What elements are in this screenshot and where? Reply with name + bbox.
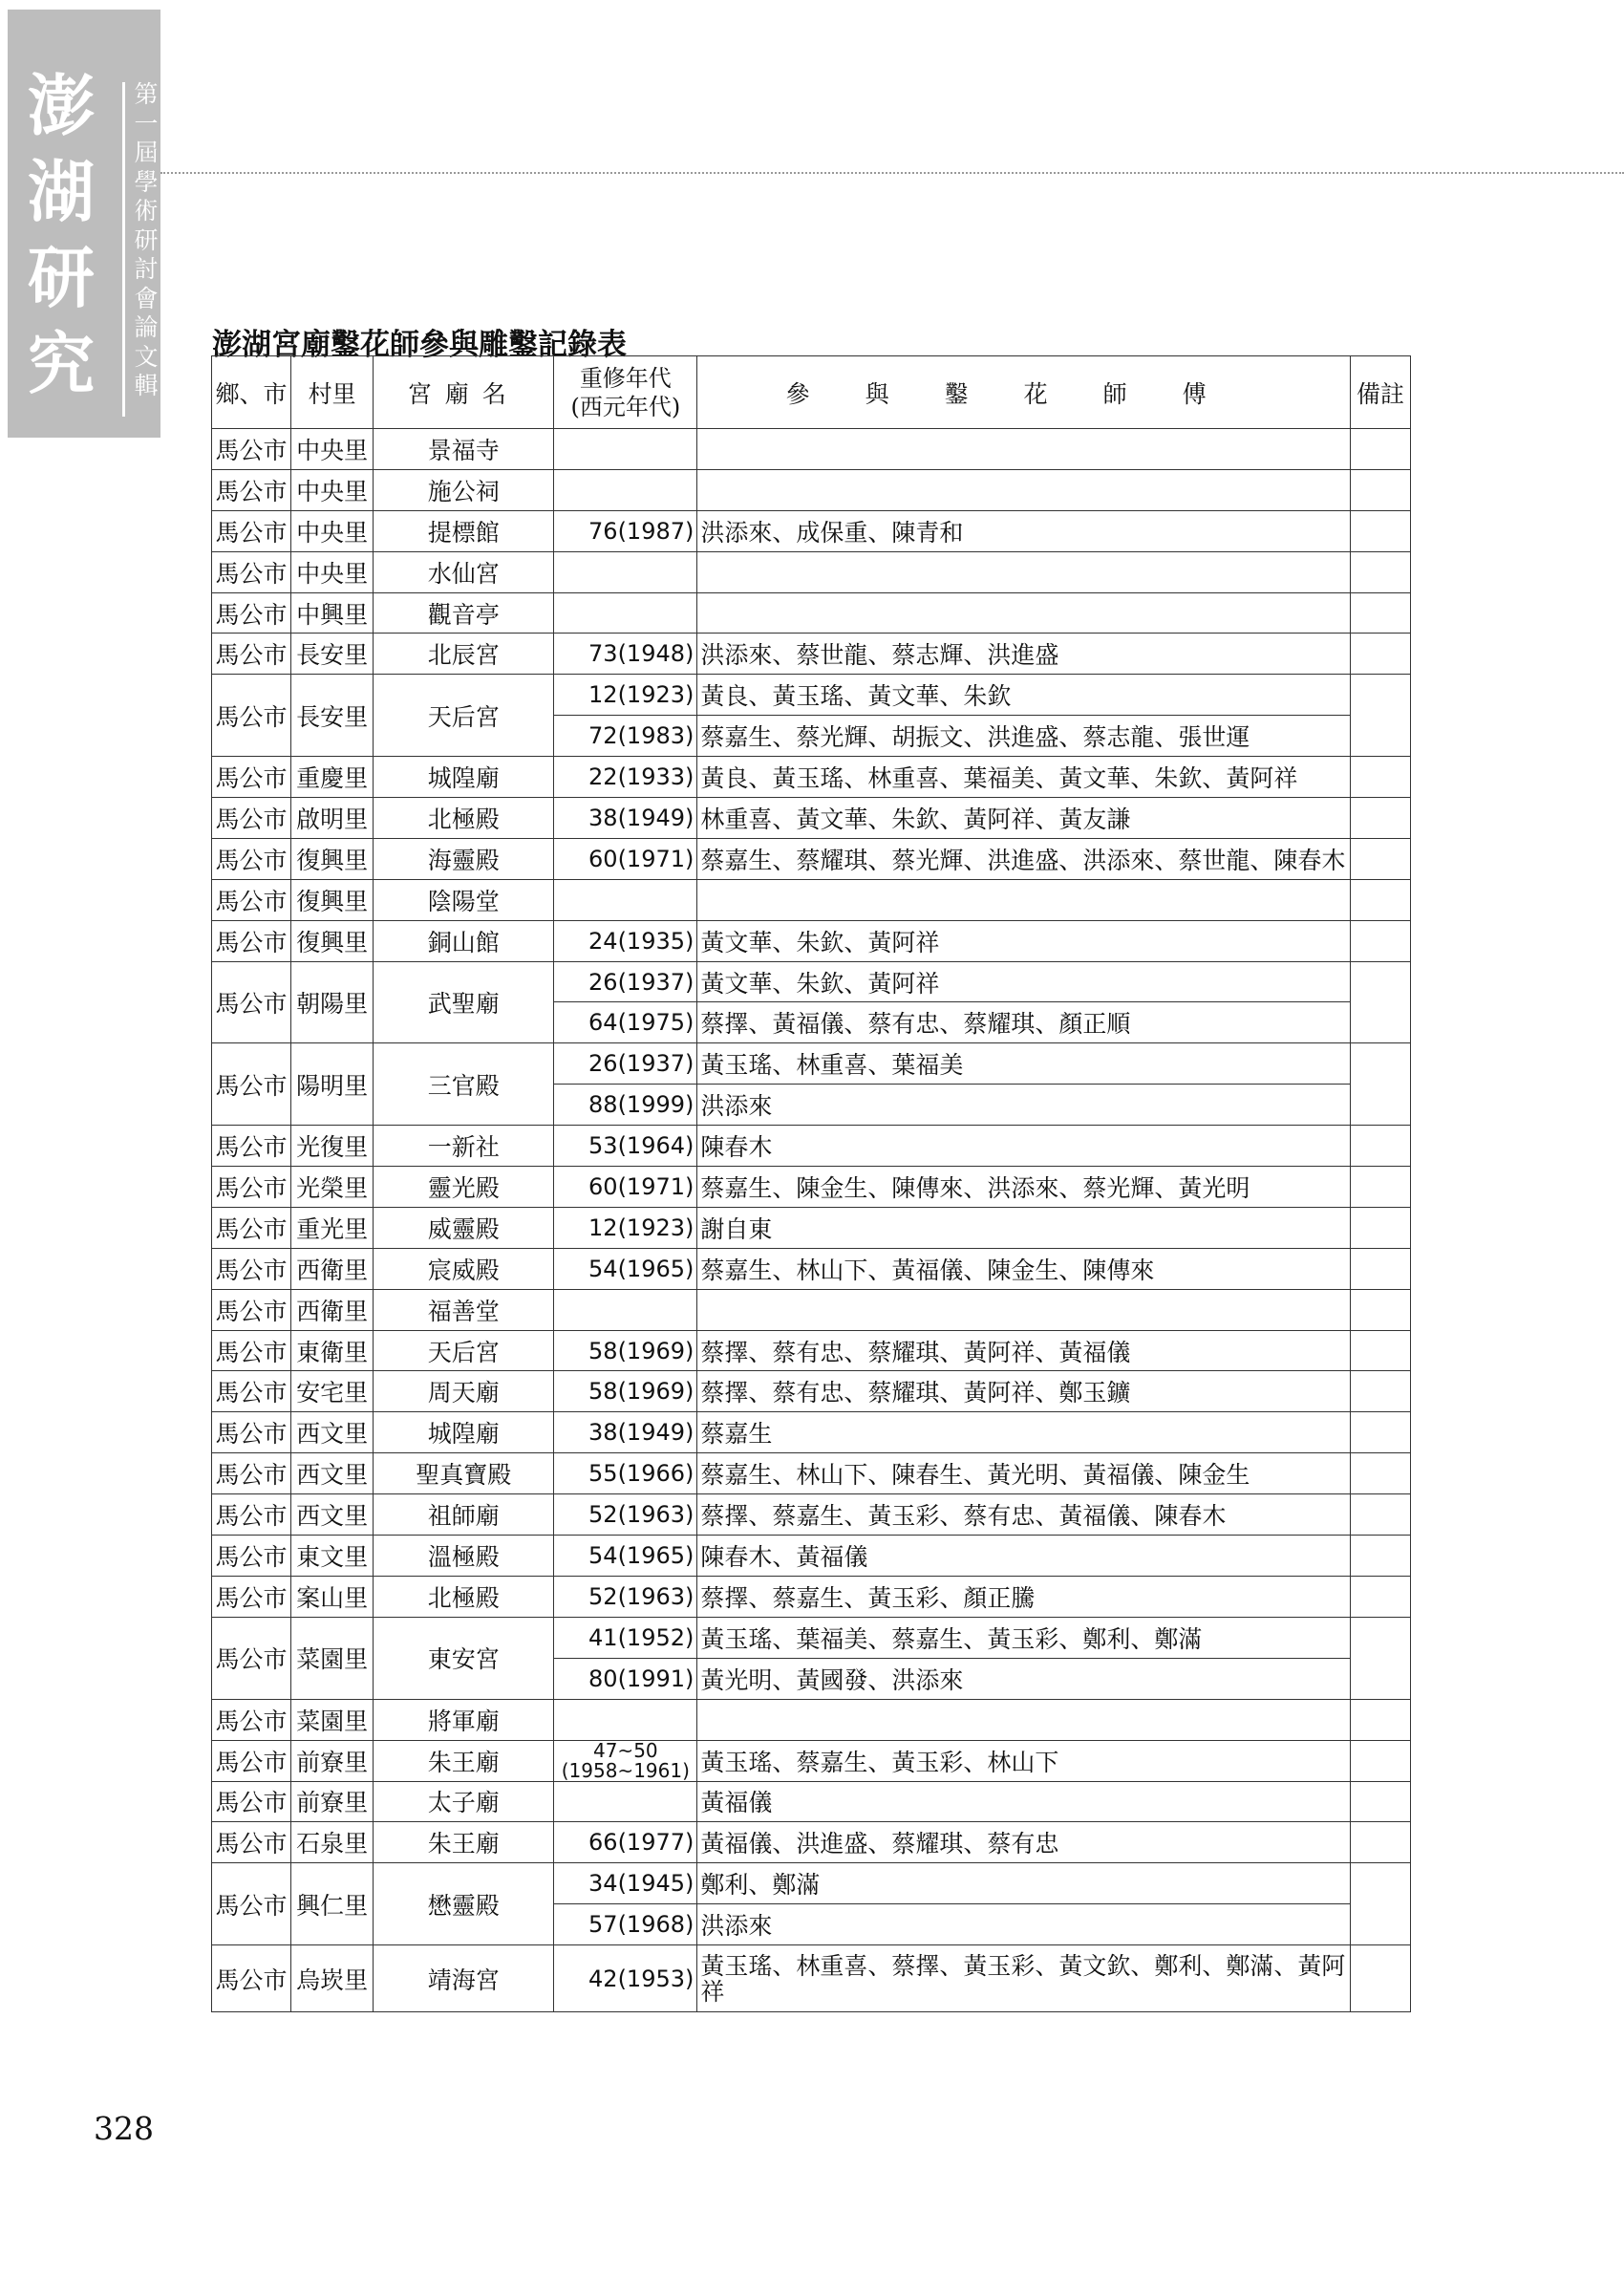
year-cell: 24(1935) <box>554 920 697 961</box>
temple-cell: 觀音亭 <box>374 592 554 634</box>
table-row <box>212 1207 1411 1248</box>
temple-cell: 太子廟 <box>374 1781 554 1822</box>
notes-cell <box>1350 1781 1410 1822</box>
year-cell: 64(1975) <box>554 1002 697 1043</box>
notes-cell <box>1350 1453 1410 1494</box>
village-cell: 光復里 <box>291 1126 374 1167</box>
township-cell: 馬公市 <box>212 920 291 961</box>
year-cell: 41(1952) <box>554 1617 697 1658</box>
header-year: 重修年代 (西元年代) <box>554 356 697 429</box>
temple-cell: 靈光殿 <box>374 1167 554 1208</box>
artisans-cell: 黃光明、黃國發、洪添來 <box>697 1658 1351 1699</box>
temple-cell: 提標館 <box>374 510 554 551</box>
year-cell: 72(1983) <box>554 716 697 757</box>
notes-cell <box>1350 1289 1410 1330</box>
artisans-cell: 蔡嘉生、陳金生、陳傳來、洪添來、蔡光輝、黃光明 <box>697 1167 1351 1208</box>
year-cell <box>554 469 697 510</box>
notes-cell <box>1350 1167 1410 1208</box>
artisans-cell: 黃文華、朱欽、黃阿祥 <box>697 920 1351 961</box>
township-cell: 馬公市 <box>212 879 291 920</box>
notes-cell <box>1350 1494 1410 1536</box>
artisans-cell: 林重喜、黃文華、朱欽、黃阿祥、黃友謙 <box>697 798 1351 839</box>
temple-cell: 北極殿 <box>374 1576 554 1617</box>
temple-cell: 北辰宮 <box>374 634 554 675</box>
table-row <box>212 961 1411 1002</box>
table-row <box>212 429 1411 470</box>
artisans-cell <box>697 1289 1351 1330</box>
table-row <box>212 1453 1411 1494</box>
township-cell: 馬公市 <box>212 1781 291 1822</box>
temple-cell: 三官殿 <box>374 1043 554 1126</box>
table-row <box>212 1167 1411 1208</box>
artisans-cell: 黃玉瑤、蔡嘉生、黃玉彩、林山下 <box>697 1740 1351 1781</box>
temple-cell: 靖海宮 <box>374 1945 554 2012</box>
table-row <box>212 1371 1411 1412</box>
notes-cell <box>1350 1126 1410 1167</box>
artisans-cell <box>697 429 1351 470</box>
header-temple: 宮廟名 <box>374 356 554 429</box>
village-cell: 復興里 <box>291 920 374 961</box>
notes-cell <box>1350 757 1410 798</box>
table-row <box>212 592 1411 634</box>
table-row <box>212 1289 1411 1330</box>
township-cell: 馬公市 <box>212 757 291 798</box>
year-cell: 12(1923) <box>554 675 697 716</box>
village-cell: 中央里 <box>291 469 374 510</box>
artisans-cell: 蔡擇、黃福儀、蔡有忠、蔡耀琪、顏正順 <box>697 1002 1351 1043</box>
year-cell: 54(1965) <box>554 1248 697 1289</box>
temple-cell: 懋靈殿 <box>374 1863 554 1945</box>
village-cell: 中央里 <box>291 551 374 592</box>
village-cell: 光榮里 <box>291 1167 374 1208</box>
notes-cell <box>1350 469 1410 510</box>
township-cell: 馬公市 <box>212 1699 291 1740</box>
village-cell: 重光里 <box>291 1207 374 1248</box>
year-cell: 34(1945) <box>554 1863 697 1904</box>
township-cell: 馬公市 <box>212 429 291 470</box>
year-cell: 54(1965) <box>554 1536 697 1577</box>
side-divider <box>122 82 125 417</box>
township-cell: 馬公市 <box>212 592 291 634</box>
artisans-cell: 蔡嘉生 <box>697 1412 1351 1453</box>
year-cell <box>554 429 697 470</box>
village-cell: 中興里 <box>291 592 374 634</box>
header-village: 村里 <box>291 356 374 429</box>
notes-cell <box>1350 1576 1410 1617</box>
notes-cell <box>1350 1617 1410 1699</box>
table-row <box>212 1617 1411 1658</box>
notes-cell <box>1350 429 1410 470</box>
notes-cell <box>1350 1412 1410 1453</box>
temple-cell: 威靈殿 <box>374 1207 554 1248</box>
artisans-cell: 蔡嘉生、蔡光輝、胡振文、洪進盛、蔡志龍、張世運 <box>697 716 1351 757</box>
table-row <box>212 1043 1411 1085</box>
notes-cell <box>1350 1330 1410 1371</box>
artisans-cell <box>697 1699 1351 1740</box>
village-cell: 案山里 <box>291 1576 374 1617</box>
page-number: 328 <box>94 2110 154 2147</box>
temple-cell: 東安宮 <box>374 1617 554 1699</box>
township-cell: 馬公市 <box>212 1863 291 1945</box>
artisans-cell: 洪添來、成保重、陳青和 <box>697 510 1351 551</box>
year-cell: 22(1933) <box>554 757 697 798</box>
temple-cell: 天后宮 <box>374 675 554 757</box>
township-cell: 馬公市 <box>212 1576 291 1617</box>
temple-cell: 景福寺 <box>374 429 554 470</box>
artisans-cell: 黃玉瑤、林重喜、葉福美 <box>697 1043 1351 1085</box>
temple-cell: 北極殿 <box>374 798 554 839</box>
year-cell <box>554 551 697 592</box>
notes-cell <box>1350 1945 1410 2012</box>
table-row <box>212 551 1411 592</box>
notes-cell <box>1350 634 1410 675</box>
temple-cell: 武聖廟 <box>374 961 554 1043</box>
township-cell: 馬公市 <box>212 675 291 757</box>
table-row <box>212 1945 1411 2012</box>
temple-cell: 周天廟 <box>374 1371 554 1412</box>
year-cell: 26(1937) <box>554 1043 697 1085</box>
village-cell: 西衛里 <box>291 1248 374 1289</box>
year-cell <box>554 592 697 634</box>
year-cell: 42(1953) <box>554 1945 697 2012</box>
temple-cell: 溫極殿 <box>374 1536 554 1577</box>
artisans-cell: 黃福儀、洪進盛、蔡耀琪、蔡有忠 <box>697 1822 1351 1863</box>
notes-cell <box>1350 1536 1410 1577</box>
township-cell: 馬公市 <box>212 1167 291 1208</box>
village-cell: 前寮里 <box>291 1740 374 1781</box>
table-row <box>212 1781 1411 1822</box>
township-cell: 馬公市 <box>212 634 291 675</box>
notes-cell <box>1350 1043 1410 1126</box>
township-cell: 馬公市 <box>212 1740 291 1781</box>
township-cell: 馬公市 <box>212 1822 291 1863</box>
year-cell: 47~50 (1958~1961) <box>554 1740 697 1781</box>
year-cell: 52(1963) <box>554 1494 697 1536</box>
notes-cell <box>1350 592 1410 634</box>
year-cell: 55(1966) <box>554 1453 697 1494</box>
table-row <box>212 1699 1411 1740</box>
year-cell: 12(1923) <box>554 1207 697 1248</box>
temple-cell: 福善堂 <box>374 1289 554 1330</box>
township-cell: 馬公市 <box>212 1289 291 1330</box>
township-cell: 馬公市 <box>212 1494 291 1536</box>
township-cell: 馬公市 <box>212 1536 291 1577</box>
year-cell <box>554 879 697 920</box>
year-cell <box>554 1289 697 1330</box>
year-cell: 52(1963) <box>554 1576 697 1617</box>
notes-cell <box>1350 1371 1410 1412</box>
artisans-cell: 黃良、黃玉瑤、黃文華、朱欽 <box>697 675 1351 716</box>
year-cell <box>554 1699 697 1740</box>
notes-cell <box>1350 1740 1410 1781</box>
township-cell: 馬公市 <box>212 1945 291 2012</box>
village-cell: 西衛里 <box>291 1289 374 1330</box>
temple-cell: 城隍廟 <box>374 1412 554 1453</box>
notes-cell <box>1350 1822 1410 1863</box>
table-row <box>212 1412 1411 1453</box>
artisans-cell: 黃福儀 <box>697 1781 1351 1822</box>
table-row <box>212 1863 1411 1904</box>
village-cell: 西文里 <box>291 1494 374 1536</box>
year-cell: 26(1937) <box>554 961 697 1002</box>
artisans-cell: 蔡擇、蔡嘉生、黃玉彩、蔡有忠、黃福儀、陳春木 <box>697 1494 1351 1536</box>
notes-cell <box>1350 879 1410 920</box>
village-cell: 陽明里 <box>291 1043 374 1126</box>
village-cell: 朝陽里 <box>291 961 374 1043</box>
temple-cell: 將軍廟 <box>374 1699 554 1740</box>
artisans-cell: 謝自東 <box>697 1207 1351 1248</box>
table-row <box>212 1330 1411 1371</box>
table-row <box>212 838 1411 879</box>
table-row <box>212 920 1411 961</box>
artisans-cell <box>697 469 1351 510</box>
village-cell: 啟明里 <box>291 798 374 839</box>
notes-cell <box>1350 838 1410 879</box>
table-row <box>212 1822 1411 1863</box>
temple-cell: 水仙宮 <box>374 551 554 592</box>
artisans-cell: 陳春木 <box>697 1126 1351 1167</box>
year-cell: 66(1977) <box>554 1822 697 1863</box>
year-cell: 53(1964) <box>554 1126 697 1167</box>
township-cell: 馬公市 <box>212 1043 291 1126</box>
village-cell: 復興里 <box>291 879 374 920</box>
table-row <box>212 634 1411 675</box>
header-township: 鄉、市 <box>212 356 291 429</box>
artisans-cell: 蔡擇、蔡有忠、蔡耀琪、黃阿祥、黃福儀 <box>697 1330 1351 1371</box>
notes-cell <box>1350 1207 1410 1248</box>
artisans-cell: 蔡嘉生、林山下、黃福儀、陳金生、陳傳來 <box>697 1248 1351 1289</box>
table-title: 澎湖宮廟鑿花師參與雕鑿記錄表 <box>212 328 627 362</box>
village-cell: 安宅里 <box>291 1371 374 1412</box>
header-artisans: 參與鑿花師傅 <box>697 356 1351 429</box>
notes-cell <box>1350 675 1410 757</box>
table-row <box>212 798 1411 839</box>
notes-cell <box>1350 798 1410 839</box>
village-cell: 重慶里 <box>291 757 374 798</box>
township-cell: 馬公市 <box>212 838 291 879</box>
temple-cell: 一新社 <box>374 1126 554 1167</box>
township-cell: 馬公市 <box>212 1207 291 1248</box>
township-cell: 馬公市 <box>212 1126 291 1167</box>
year-cell: 58(1969) <box>554 1371 697 1412</box>
village-cell: 復興里 <box>291 838 374 879</box>
artisans-cell: 蔡嘉生、蔡耀琪、蔡光輝、洪進盛、洪添來、蔡世龍、陳春木 <box>697 838 1351 879</box>
township-cell: 馬公市 <box>212 1412 291 1453</box>
artisans-cell <box>697 551 1351 592</box>
table-row <box>212 879 1411 920</box>
year-cell: 60(1971) <box>554 1167 697 1208</box>
side-series-title: 澎 湖 研 究 <box>28 66 95 403</box>
year-cell: 58(1969) <box>554 1330 697 1371</box>
year-cell: 38(1949) <box>554 1412 697 1453</box>
notes-cell <box>1350 510 1410 551</box>
year-cell: 76(1987) <box>554 510 697 551</box>
village-cell: 菜園里 <box>291 1617 374 1699</box>
artisans-cell <box>697 592 1351 634</box>
township-cell: 馬公市 <box>212 1453 291 1494</box>
temple-cell: 朱王廟 <box>374 1740 554 1781</box>
table-row <box>212 757 1411 798</box>
artisans-cell: 黃文華、朱欽、黃阿祥 <box>697 961 1351 1002</box>
artisans-cell <box>697 879 1351 920</box>
temple-cell: 祖師廟 <box>374 1494 554 1536</box>
village-cell: 長安里 <box>291 675 374 757</box>
side-subtitle: 第 一 屆 學 術 研 討 會 論 文 輯 <box>134 80 159 399</box>
temple-cell: 朱王廟 <box>374 1822 554 1863</box>
header-notes: 備註 <box>1350 356 1410 429</box>
village-cell: 前寮里 <box>291 1781 374 1822</box>
year-cell: 38(1949) <box>554 798 697 839</box>
artisans-cell: 蔡嘉生、林山下、陳春生、黃光明、黃福儀、陳金生 <box>697 1453 1351 1494</box>
village-cell: 西文里 <box>291 1453 374 1494</box>
village-cell: 東衛里 <box>291 1330 374 1371</box>
table-row <box>212 510 1411 551</box>
notes-cell <box>1350 551 1410 592</box>
village-cell: 興仁里 <box>291 1863 374 1945</box>
village-cell: 石泉里 <box>291 1822 374 1863</box>
artisans-cell: 黃良、黃玉瑤、林重喜、葉福美、黃文華、朱欽、黃阿祥 <box>697 757 1351 798</box>
village-cell: 西文里 <box>291 1412 374 1453</box>
table-row <box>212 1576 1411 1617</box>
artisans-cell: 鄭利、鄭滿 <box>697 1863 1351 1904</box>
table-header-row <box>212 356 1411 429</box>
village-cell: 菜園里 <box>291 1699 374 1740</box>
header-dotted-rule <box>160 172 1624 174</box>
table-row <box>212 1126 1411 1167</box>
artisans-cell: 洪添來、蔡世龍、蔡志輝、洪進盛 <box>697 634 1351 675</box>
township-cell: 馬公市 <box>212 798 291 839</box>
year-cell: 73(1948) <box>554 634 697 675</box>
year-cell: 60(1971) <box>554 838 697 879</box>
temple-cell: 天后宮 <box>374 1330 554 1371</box>
village-cell: 中央里 <box>291 510 374 551</box>
temple-cell: 施公祠 <box>374 469 554 510</box>
notes-cell <box>1350 1863 1410 1945</box>
records-table <box>211 355 1411 2012</box>
notes-cell <box>1350 920 1410 961</box>
temple-cell: 宸威殿 <box>374 1248 554 1289</box>
year-cell <box>554 1781 697 1822</box>
township-cell: 馬公市 <box>212 469 291 510</box>
table-row <box>212 469 1411 510</box>
township-cell: 馬公市 <box>212 961 291 1043</box>
temple-cell: 海靈殿 <box>374 838 554 879</box>
artisans-cell: 黃玉瑤、葉福美、蔡嘉生、黃玉彩、鄭利、鄭滿 <box>697 1617 1351 1658</box>
table-row <box>212 675 1411 716</box>
year-cell: 80(1991) <box>554 1658 697 1699</box>
artisans-cell: 黃玉瑤、林重喜、蔡擇、黃玉彩、黃文欽、鄭利、鄭滿、黃阿祥 <box>697 1945 1351 2012</box>
notes-cell <box>1350 961 1410 1043</box>
notes-cell <box>1350 1248 1410 1289</box>
table-row <box>212 1536 1411 1577</box>
village-cell: 東文里 <box>291 1536 374 1577</box>
village-cell: 烏崁里 <box>291 1945 374 2012</box>
temple-cell: 城隍廟 <box>374 757 554 798</box>
temple-cell: 聖真寶殿 <box>374 1453 554 1494</box>
artisans-cell: 洪添來 <box>697 1904 1351 1945</box>
artisans-cell: 陳春木、黃福儀 <box>697 1536 1351 1577</box>
township-cell: 馬公市 <box>212 1330 291 1371</box>
artisans-cell: 蔡擇、蔡有忠、蔡耀琪、黃阿祥、鄭玉鑛 <box>697 1371 1351 1412</box>
village-cell: 中央里 <box>291 429 374 470</box>
table-row <box>212 1494 1411 1536</box>
township-cell: 馬公市 <box>212 510 291 551</box>
temple-cell: 陰陽堂 <box>374 879 554 920</box>
table-row <box>212 1740 1411 1781</box>
side-tab <box>8 10 160 438</box>
artisans-cell: 蔡擇、蔡嘉生、黃玉彩、顏正騰 <box>697 1576 1351 1617</box>
township-cell: 馬公市 <box>212 1371 291 1412</box>
township-cell: 馬公市 <box>212 1248 291 1289</box>
township-cell: 馬公市 <box>212 1617 291 1699</box>
notes-cell <box>1350 1699 1410 1740</box>
year-cell: 57(1968) <box>554 1904 697 1945</box>
temple-cell: 銅山館 <box>374 920 554 961</box>
table-row <box>212 1248 1411 1289</box>
village-cell: 長安里 <box>291 634 374 675</box>
township-cell: 馬公市 <box>212 551 291 592</box>
artisans-cell: 洪添來 <box>697 1085 1351 1126</box>
year-cell: 88(1999) <box>554 1085 697 1126</box>
